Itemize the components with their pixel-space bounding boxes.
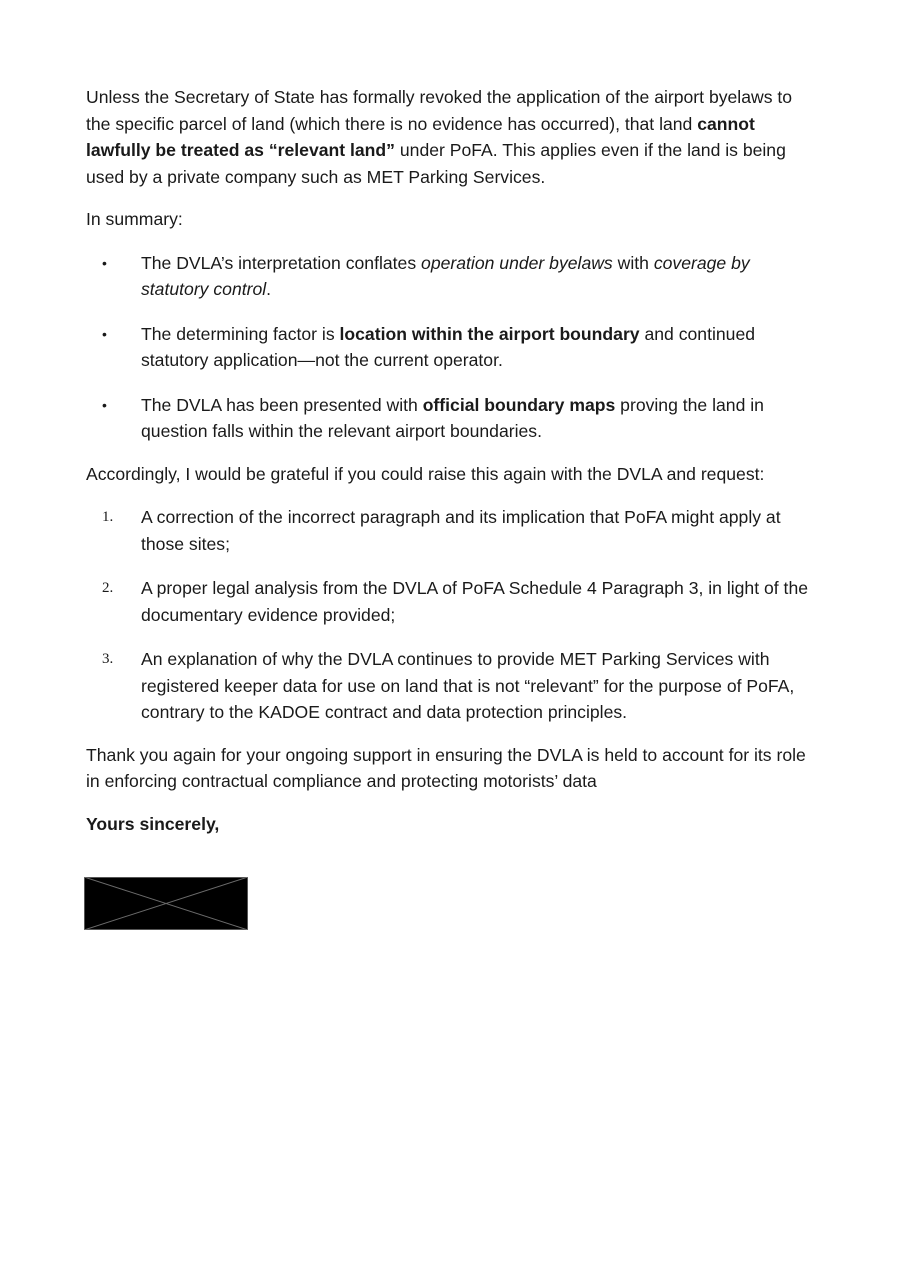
list-item-text: A correction of the incorrect paragraph and its implication that PoFA might apply at those sites; xyxy=(141,507,781,554)
list-item xyxy=(86,321,821,374)
letter-body xyxy=(86,84,821,837)
image-placeholder-cross-icon xyxy=(84,877,248,930)
list-item-text: and continued statutory application—not the current operator. xyxy=(141,323,756,370)
request-numbered-list xyxy=(86,504,821,726)
list-item-text: The DVLA has been presented with xyxy=(141,394,423,415)
list-item-text: proving the land in question falls within the relevant airport boundaries. xyxy=(141,394,764,441)
paragraph-summary-intro: In summary: xyxy=(86,209,183,229)
summary-bullet-list xyxy=(86,250,821,445)
number-marker: 3. xyxy=(102,651,114,667)
emphasis-italic: operation under byelaws xyxy=(421,252,613,273)
list-item-text: An explanation of why the DVLA continues to provide MET Parking Services with registered keeper data for use on land that is not “relevant” for the purpose of PoFA, contrary to the KADOE contract and data protection principles. xyxy=(141,649,795,722)
closing-salutation: Yours sincerely, xyxy=(86,813,220,834)
list-item-text: . xyxy=(266,279,272,299)
bullet-marker: • xyxy=(102,254,107,271)
paragraph-thanks: Thank you again for your ongoing support in ensuring the DVLA is held to account for its role in enforcing contractual compliance and protecting motorists’ data xyxy=(86,744,806,791)
list-item-text: with xyxy=(612,252,654,273)
paragraph-relevant-land xyxy=(86,84,821,190)
paragraph-text: Unless the Secretary of State has formally revoked the application of the airport byelaws to the specific parcel of land (which there is no evidence has occurred), that land xyxy=(86,87,793,134)
paragraph-text: under PoFA. This applies even if the land is being used by a private company such as MET Parking Services. xyxy=(86,140,786,187)
list-item-text: The determining factor is xyxy=(141,323,340,344)
list-item xyxy=(86,575,821,628)
emphasis-bold: location within the airport boundary xyxy=(339,323,640,344)
list-item xyxy=(86,504,821,557)
emphasis-cannot-lawfully: cannot lawfully be treated as “relevant land” xyxy=(86,113,755,160)
emphasis-italic: coverage by statutory control xyxy=(141,252,750,299)
bullet-marker: • xyxy=(102,396,107,413)
list-item xyxy=(86,250,821,303)
bullet-marker: • xyxy=(102,325,107,342)
list-item xyxy=(86,392,821,445)
paragraph-request-intro: Accordingly, I would be grateful if you could raise this again with the DVLA and request: xyxy=(86,463,765,484)
emphasis-bold: official boundary maps xyxy=(422,394,616,415)
redacted-signature-image xyxy=(84,877,248,930)
list-item-text: The DVLA’s interpretation conflates xyxy=(141,252,422,273)
list-item xyxy=(86,646,821,726)
list-item-text: A proper legal analysis from the DVLA of PoFA Schedule 4 Paragraph 3, in light of the documentary evidence provided; xyxy=(141,578,809,625)
number-marker: 2. xyxy=(102,580,114,596)
number-marker: 1. xyxy=(102,509,114,525)
